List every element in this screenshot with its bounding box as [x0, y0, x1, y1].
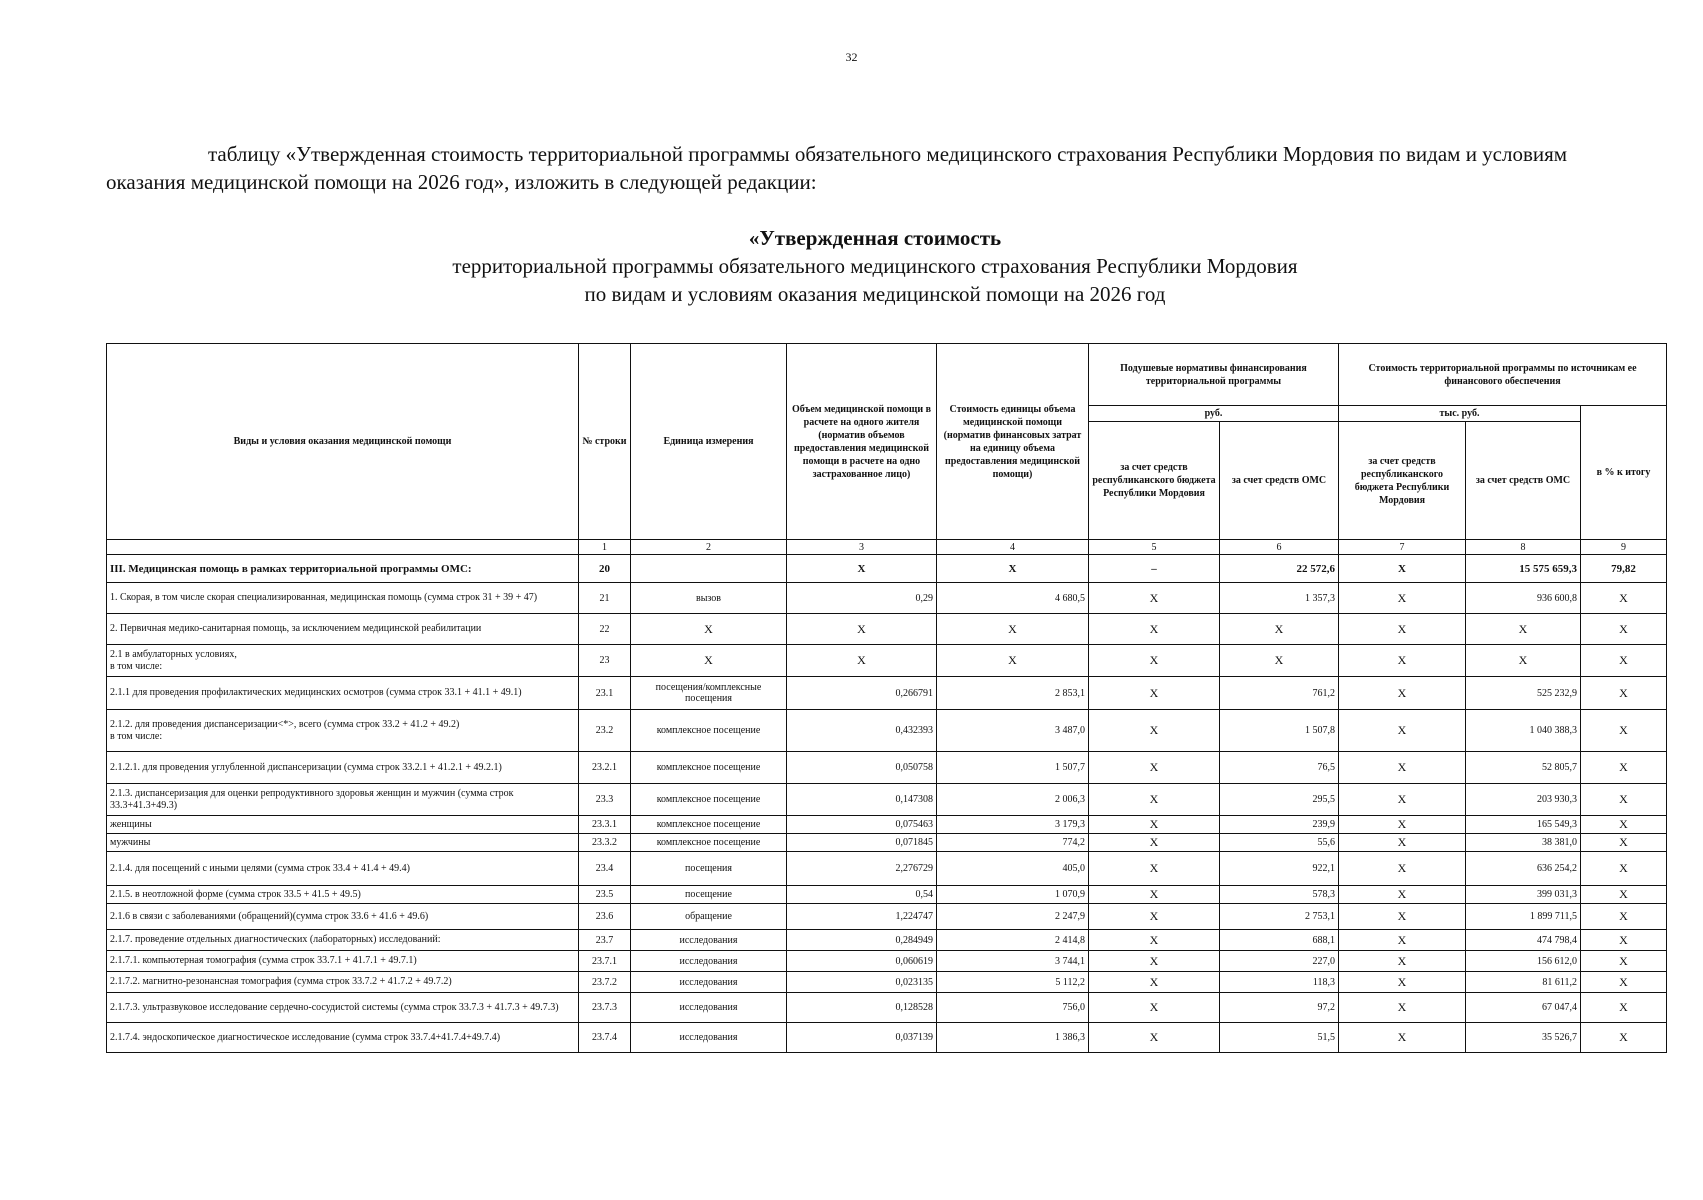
- row-oms-per-capita: 51,5: [1220, 1023, 1339, 1053]
- row-percent: X: [1581, 677, 1667, 710]
- row-unit: исследования: [631, 1023, 787, 1053]
- row-unit: посещения: [631, 852, 787, 886]
- header-unit-rub: руб.: [1089, 406, 1339, 422]
- table-row: [107, 677, 1667, 710]
- row-budget-per-capita: –: [1089, 555, 1220, 583]
- row-budget-total: X: [1339, 993, 1466, 1023]
- row-unit: X: [631, 614, 787, 645]
- row-number: 23.6: [579, 904, 631, 930]
- row-number: 23: [579, 645, 631, 677]
- header-percent: в % к итогу: [1581, 406, 1667, 540]
- row-unit-cost: 2 006,3: [937, 784, 1089, 816]
- row-number: 22: [579, 614, 631, 645]
- row-unit-cost: 4 680,5: [937, 583, 1089, 614]
- row-oms-per-capita: 97,2: [1220, 993, 1339, 1023]
- table-row: [107, 834, 1667, 852]
- row-name: 2.1.2.1. для проведения углубленной диспансеризации (сумма строк 33.2.1 + 41.2.1 + 49.2.1): [107, 752, 579, 784]
- row-unit: комплексное посещение: [631, 816, 787, 834]
- row-percent: X: [1581, 993, 1667, 1023]
- title-line-2: территориальной программы обязательного медицинского страхования Республики Мордовия: [452, 254, 1298, 278]
- header-budget-thousand: за счет средств республиканского бюджета Республики Мордовия: [1339, 422, 1466, 540]
- row-budget-total: X: [1339, 834, 1466, 852]
- row-name: 2.1.3. диспансеризация для оценки репродуктивного здоровья женщин и мужчин (сумма строк 33.3+41.3+49.3): [107, 784, 579, 816]
- row-unit: посещение: [631, 886, 787, 904]
- row-oms-per-capita: 239,9: [1220, 816, 1339, 834]
- row-number: 23.3.2: [579, 834, 631, 852]
- row-unit: исследования: [631, 972, 787, 993]
- column-number: 3: [787, 540, 937, 555]
- row-budget-total: X: [1339, 645, 1466, 677]
- row-number: 23.7.4: [579, 1023, 631, 1053]
- row-number: 23.3.1: [579, 816, 631, 834]
- row-unit-cost: 3 744,1: [937, 951, 1089, 972]
- column-number: 6: [1220, 540, 1339, 555]
- row-oms-per-capita: 688,1: [1220, 930, 1339, 951]
- row-unit-cost: 405,0: [937, 852, 1089, 886]
- row-percent: X: [1581, 583, 1667, 614]
- row-number: 23.5: [579, 886, 631, 904]
- table-row: [107, 1023, 1667, 1053]
- table-body: [107, 555, 1667, 1053]
- row-name: 2.1.4. для посещений с иными целями (сумма строк 33.4 + 41.4 + 49.4): [107, 852, 579, 886]
- row-budget-per-capita: X: [1089, 710, 1220, 752]
- row-budget-total: X: [1339, 710, 1466, 752]
- row-budget-per-capita: X: [1089, 816, 1220, 834]
- row-unit-cost: 756,0: [937, 993, 1089, 1023]
- row-name: 2.1.2. для проведения диспансеризации<*>, всего (сумма строк 33.2 + 41.2 + 49.2) в том числе:: [107, 710, 579, 752]
- row-percent: X: [1581, 886, 1667, 904]
- row-oms-per-capita: 2 753,1: [1220, 904, 1339, 930]
- row-name: 2.1.7.4. эндоскопическое диагностическое исследование (сумма строк 33.7.4+41.7.4+49.7.4): [107, 1023, 579, 1053]
- row-budget-total: X: [1339, 614, 1466, 645]
- row-name: 2.1.1 для проведения профилактических медицинских осмотров (сумма строк 33.1 + 41.1 + 49.1): [107, 677, 579, 710]
- row-oms-per-capita: 227,0: [1220, 951, 1339, 972]
- row-budget-per-capita: X: [1089, 834, 1220, 852]
- table-row: [107, 930, 1667, 951]
- row-name: 2. Первичная медико-санитарная помощь, за исключением медицинской реабилитации: [107, 614, 579, 645]
- row-name: 2.1 в амбулаторных условиях, в том числе:: [107, 645, 579, 677]
- header-program-cost: Стоимость территориальной программы по источникам ее финансового обеспечения: [1339, 344, 1667, 406]
- title-line-3: по видам и условиям оказания медицинской помощи на 2026 год: [584, 282, 1166, 306]
- column-number: 7: [1339, 540, 1466, 555]
- row-budget-per-capita: X: [1089, 930, 1220, 951]
- row-number: 23.2: [579, 710, 631, 752]
- row-oms-per-capita: 578,3: [1220, 886, 1339, 904]
- row-budget-per-capita: X: [1089, 972, 1220, 993]
- row-budget-total: X: [1339, 852, 1466, 886]
- row-percent: X: [1581, 645, 1667, 677]
- row-volume: 0,147308: [787, 784, 937, 816]
- table-row: [107, 886, 1667, 904]
- row-unit-cost: 2 853,1: [937, 677, 1089, 710]
- row-number: 23.7: [579, 930, 631, 951]
- row-budget-total: X: [1339, 752, 1466, 784]
- row-percent: X: [1581, 752, 1667, 784]
- row-volume: 0,54: [787, 886, 937, 904]
- table-row: [107, 904, 1667, 930]
- row-percent: X: [1581, 614, 1667, 645]
- row-oms-total: 399 031,3: [1466, 886, 1581, 904]
- row-volume: 2,276729: [787, 852, 937, 886]
- table-row: [107, 710, 1667, 752]
- row-unit: [631, 555, 787, 583]
- row-unit: исследования: [631, 930, 787, 951]
- row-unit-cost: 1 386,3: [937, 1023, 1089, 1053]
- row-oms-per-capita: 76,5: [1220, 752, 1339, 784]
- header-unit-thousand-rub: тыс. руб.: [1339, 406, 1581, 422]
- title-line-1: «Утвержденная стоимость: [748, 226, 1002, 250]
- row-unit-cost: 3 487,0: [937, 710, 1089, 752]
- row-budget-total: X: [1339, 886, 1466, 904]
- row-oms-per-capita: 922,1: [1220, 852, 1339, 886]
- row-oms-total: 15 575 659,3: [1466, 555, 1581, 583]
- row-oms-per-capita: 1 357,3: [1220, 583, 1339, 614]
- table-row: [107, 645, 1667, 677]
- row-volume: 0,266791: [787, 677, 937, 710]
- row-volume: 0,071845: [787, 834, 937, 852]
- row-number: 23.1: [579, 677, 631, 710]
- row-oms-total: 525 232,9: [1466, 677, 1581, 710]
- row-oms-per-capita: 1 507,8: [1220, 710, 1339, 752]
- cost-table: [106, 343, 1667, 1053]
- row-name: 2.1.7.1. компьютерная томография (сумма строк 33.7.1 + 41.7.1 + 49.7.1): [107, 951, 579, 972]
- table-row: [107, 583, 1667, 614]
- row-budget-total: X: [1339, 1023, 1466, 1053]
- row-volume: 0,128528: [787, 993, 937, 1023]
- intro-paragraph: таблицу «Утвержденная стоимость территориальной программы обязательного медицинского страхования Республики Мордовия по видам и условиям оказания медицинской помощи на 2026 год», изложить в следующей редакции:: [106, 142, 1568, 194]
- row-volume: 0,037139: [787, 1023, 937, 1053]
- row-unit-cost: 2 247,9: [937, 904, 1089, 930]
- table-row: [107, 993, 1667, 1023]
- header-oms-rub: за счет средств ОМС: [1220, 422, 1339, 540]
- row-number: 23.7.1: [579, 951, 631, 972]
- row-name: 1. Скорая, в том числе скорая специализированная, медицинская помощь (сумма строк 31 + 39 + 47): [107, 583, 579, 614]
- header-unit: Единица измерения: [631, 344, 787, 540]
- row-budget-per-capita: X: [1089, 951, 1220, 972]
- row-number: 20: [579, 555, 631, 583]
- row-oms-per-capita: 761,2: [1220, 677, 1339, 710]
- row-name: 2.1.7. проведение отдельных диагностических (лабораторных) исследований:: [107, 930, 579, 951]
- row-volume: 0,023135: [787, 972, 937, 993]
- row-unit: комплексное посещение: [631, 752, 787, 784]
- row-percent: X: [1581, 834, 1667, 852]
- row-percent: X: [1581, 930, 1667, 951]
- row-unit-cost: 3 179,3: [937, 816, 1089, 834]
- row-name: 2.1.7.3. ультразвуковое исследование сердечно-сосудистой системы (сумма строк 33.7.3 + 41.7.3 + 49.7.3): [107, 993, 579, 1023]
- row-budget-per-capita: X: [1089, 583, 1220, 614]
- row-oms-total: 1 040 388,3: [1466, 710, 1581, 752]
- row-unit-cost: 774,2: [937, 834, 1089, 852]
- row-unit-cost: 2 414,8: [937, 930, 1089, 951]
- row-volume: 0,284949: [787, 930, 937, 951]
- row-percent: X: [1581, 710, 1667, 752]
- table-row: [107, 972, 1667, 993]
- row-oms-total: 203 930,3: [1466, 784, 1581, 816]
- row-unit: комплексное посещение: [631, 834, 787, 852]
- column-number: 1: [579, 540, 631, 555]
- row-volume: 0,075463: [787, 816, 937, 834]
- row-oms-per-capita: X: [1220, 614, 1339, 645]
- row-percent: X: [1581, 904, 1667, 930]
- row-unit: комплексное посещение: [631, 710, 787, 752]
- row-budget-per-capita: X: [1089, 614, 1220, 645]
- row-number: 23.4: [579, 852, 631, 886]
- row-oms-total: 165 549,3: [1466, 816, 1581, 834]
- row-unit-cost: X: [937, 614, 1089, 645]
- row-number: 23.2.1: [579, 752, 631, 784]
- row-budget-total: X: [1339, 555, 1466, 583]
- header-oms-thousand: за счет средств ОМС: [1466, 422, 1581, 540]
- row-oms-total: X: [1466, 645, 1581, 677]
- row-unit: посещения/комплексные посещения: [631, 677, 787, 710]
- column-numbers-row: [107, 540, 1667, 555]
- row-unit: X: [631, 645, 787, 677]
- row-budget-total: X: [1339, 677, 1466, 710]
- table-row: [107, 852, 1667, 886]
- row-unit: исследования: [631, 993, 787, 1023]
- row-number: 23.7.2: [579, 972, 631, 993]
- row-budget-total: X: [1339, 816, 1466, 834]
- row-unit: исследования: [631, 951, 787, 972]
- row-oms-per-capita: X: [1220, 645, 1339, 677]
- row-percent: 79,82: [1581, 555, 1667, 583]
- row-budget-per-capita: X: [1089, 886, 1220, 904]
- row-volume: X: [787, 555, 937, 583]
- table-row: [107, 951, 1667, 972]
- row-oms-total: 636 254,2: [1466, 852, 1581, 886]
- row-volume: X: [787, 645, 937, 677]
- row-budget-per-capita: X: [1089, 904, 1220, 930]
- row-number: 21: [579, 583, 631, 614]
- row-budget-total: X: [1339, 784, 1466, 816]
- table-row: [107, 555, 1667, 583]
- row-unit-cost: 1 070,9: [937, 886, 1089, 904]
- row-unit: комплексное посещение: [631, 784, 787, 816]
- row-oms-per-capita: 55,6: [1220, 834, 1339, 852]
- row-budget-per-capita: X: [1089, 1023, 1220, 1053]
- header-volume: Объем медицинской помощи в расчете на одного жителя (норматив объемов предоставления медицинской помощи в расчете на одно застрахованное лицо): [787, 344, 937, 540]
- row-oms-per-capita: 22 572,6: [1220, 555, 1339, 583]
- row-budget-per-capita: X: [1089, 852, 1220, 886]
- column-number: 4: [937, 540, 1089, 555]
- row-volume: 0,29: [787, 583, 937, 614]
- row-budget-total: X: [1339, 930, 1466, 951]
- row-name: 2.1.5. в неотложной форме (сумма строк 33.5 + 41.5 + 49.5): [107, 886, 579, 904]
- row-oms-total: 1 899 711,5: [1466, 904, 1581, 930]
- header-row-number: № строки: [579, 344, 631, 540]
- column-number-blank: [107, 540, 579, 555]
- column-number: 9: [1581, 540, 1667, 555]
- header-per-capita-norms: Подушевые нормативы финансирования территориальной программы: [1089, 344, 1339, 406]
- row-unit-cost: X: [937, 645, 1089, 677]
- row-percent: X: [1581, 972, 1667, 993]
- row-budget-total: X: [1339, 583, 1466, 614]
- row-budget-per-capita: X: [1089, 645, 1220, 677]
- row-budget-total: X: [1339, 972, 1466, 993]
- row-budget-per-capita: X: [1089, 752, 1220, 784]
- row-volume: 0,432393: [787, 710, 937, 752]
- header-unit-cost: Стоимость единицы объема медицинской помощи (норматив финансовых затрат на единицу объема предоставления медицинской помощи): [937, 344, 1089, 540]
- row-name: женщины: [107, 816, 579, 834]
- row-percent: X: [1581, 816, 1667, 834]
- column-number: 5: [1089, 540, 1220, 555]
- row-volume: 0,060619: [787, 951, 937, 972]
- row-budget-total: X: [1339, 904, 1466, 930]
- row-name: 2.1.7.2. магнитно-резонансная томография (сумма строк 33.7.2 + 41.7.2 + 49.7.2): [107, 972, 579, 993]
- row-number: 23.3: [579, 784, 631, 816]
- header-kinds: Виды и условия оказания медицинской помощи: [107, 344, 579, 540]
- table-title: [200, 224, 1550, 308]
- row-percent: X: [1581, 951, 1667, 972]
- row-budget-per-capita: X: [1089, 677, 1220, 710]
- row-unit-cost: 5 112,2: [937, 972, 1089, 993]
- row-oms-total: 81 611,2: [1466, 972, 1581, 993]
- row-unit: вызов: [631, 583, 787, 614]
- row-oms-total: 52 805,7: [1466, 752, 1581, 784]
- row-budget-per-capita: X: [1089, 784, 1220, 816]
- row-oms-total: 474 798,4: [1466, 930, 1581, 951]
- row-oms-total: 936 600,8: [1466, 583, 1581, 614]
- cost-table-container: [106, 343, 1666, 1053]
- row-unit-cost: X: [937, 555, 1089, 583]
- row-volume: 0,050758: [787, 752, 937, 784]
- table-row: [107, 614, 1667, 645]
- row-oms-total: 38 381,0: [1466, 834, 1581, 852]
- row-number: 23.7.3: [579, 993, 631, 1023]
- column-number: 8: [1466, 540, 1581, 555]
- row-oms-total: 35 526,7: [1466, 1023, 1581, 1053]
- column-number: 2: [631, 540, 787, 555]
- row-volume: X: [787, 614, 937, 645]
- table-row: [107, 816, 1667, 834]
- row-oms-total: 156 612,0: [1466, 951, 1581, 972]
- row-volume: 1,224747: [787, 904, 937, 930]
- page-number: 32: [845, 50, 858, 64]
- row-unit-cost: 1 507,7: [937, 752, 1089, 784]
- row-unit: обращение: [631, 904, 787, 930]
- row-oms-total: X: [1466, 614, 1581, 645]
- row-name: III. Медицинская помощь в рамках территориальной программы ОМС:: [107, 555, 579, 583]
- table-row: [107, 784, 1667, 816]
- row-budget-total: X: [1339, 951, 1466, 972]
- row-percent: X: [1581, 784, 1667, 816]
- row-name: 2.1.6 в связи с заболеваниями (обращений)(сумма строк 33.6 + 41.6 + 49.6): [107, 904, 579, 930]
- header-budget-rub: за счет средств республиканского бюджета Республики Мордовия: [1089, 422, 1220, 540]
- row-name: мужчины: [107, 834, 579, 852]
- row-oms-per-capita: 295,5: [1220, 784, 1339, 816]
- row-percent: X: [1581, 852, 1667, 886]
- table-row: [107, 752, 1667, 784]
- row-oms-per-capita: 118,3: [1220, 972, 1339, 993]
- row-budget-per-capita: X: [1089, 993, 1220, 1023]
- row-percent: X: [1581, 1023, 1667, 1053]
- row-oms-total: 67 047,4: [1466, 993, 1581, 1023]
